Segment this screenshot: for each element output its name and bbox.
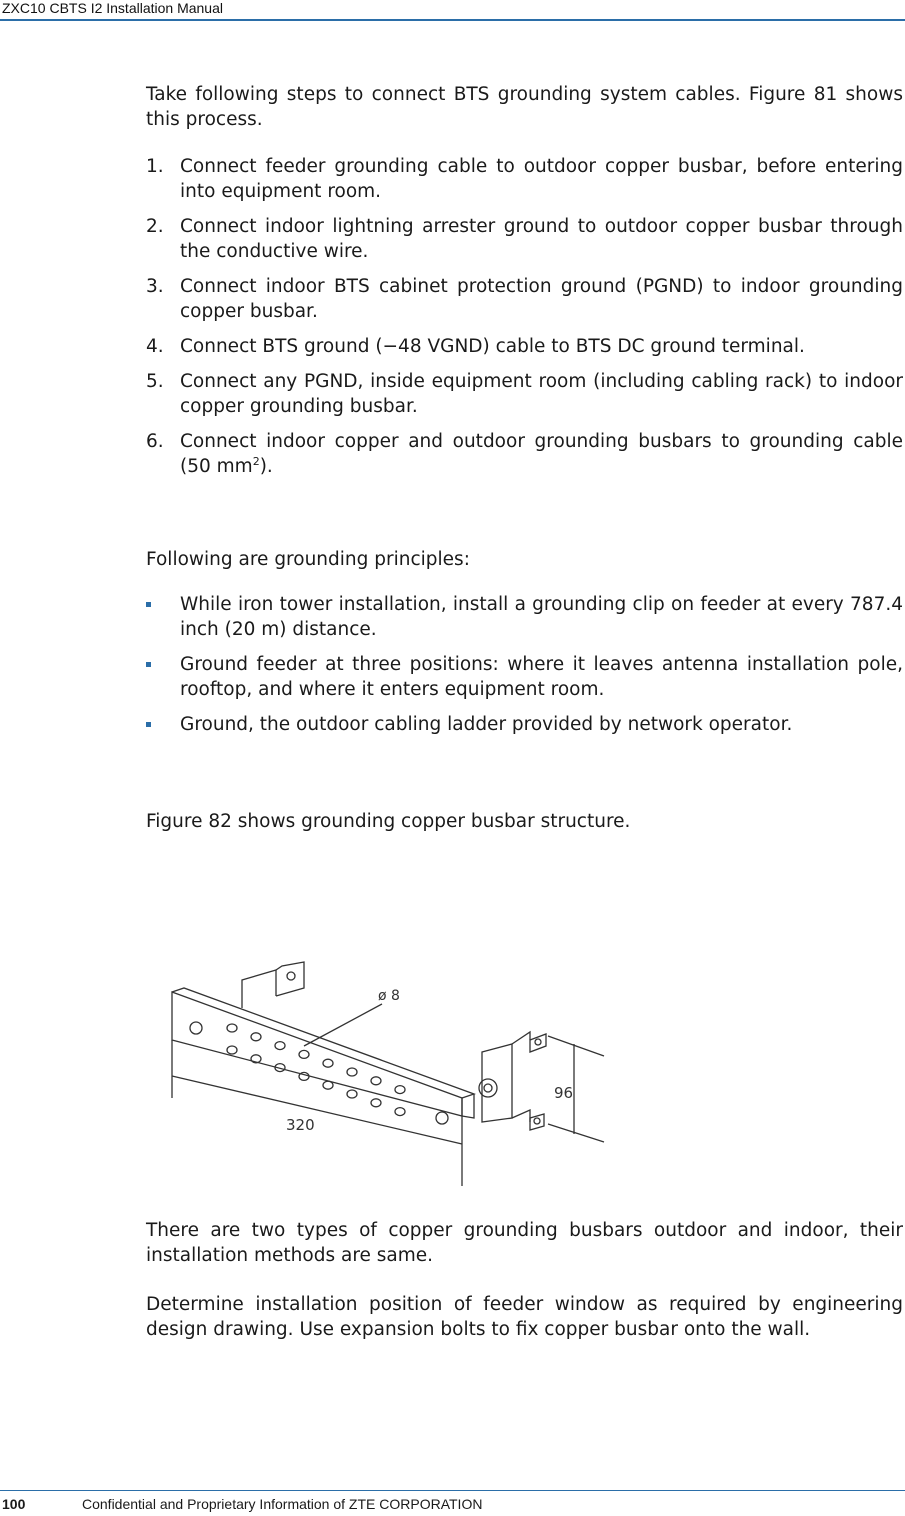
principles-list <box>146 592 903 737</box>
busbar-hole <box>227 1024 237 1032</box>
busbar-types-paragraph: There are two types of copper grounding busbars outdoor and indoor, their installation methods are same. <box>146 1220 903 1266</box>
height-dimension-label: 96 <box>554 1084 574 1102</box>
header-rule <box>0 19 905 21</box>
intro-paragraph: Take following steps to connect BTS grounding system cables. Figure 81 shows this process. <box>146 84 903 130</box>
page-body <box>146 82 903 834</box>
step-item: 2. Connect indoor lightning arrester ground to outdoor copper busbar through the conductive wire. <box>146 216 903 262</box>
installation-paragraph: Determine installation position of feeder window as required by engineering design drawing. Use expansion bolts to fix copper busbar onto the wall. <box>146 1294 903 1340</box>
length-dimension-label: 320 <box>286 1116 315 1134</box>
principle-item: Ground feeder at three positions: where it leaves antenna installation pole, rooftop, and where it enters equipment room. <box>146 652 903 702</box>
busbar-hole <box>251 1033 261 1041</box>
busbar-hole <box>395 1108 405 1116</box>
busbar-drawing <box>144 948 634 1188</box>
running-header: ZXC10 CBTS I2 Installation Manual <box>2 0 223 16</box>
busbar-hole <box>299 1072 309 1080</box>
busbar-hole <box>371 1077 381 1085</box>
step-item: 6. Connect indoor copper and outdoor grounding busbars to grounding cable (50 $mm^2$). <box>146 431 903 477</box>
footer-confidential: Confidential and Proprietary Information of ZTE CORPORATION <box>82 1496 483 1512</box>
busbar-hole <box>371 1099 381 1107</box>
figure-reference: Figure 82 shows grounding copper busbar structure. <box>146 811 631 832</box>
footer-rule <box>0 1490 905 1491</box>
busbar-hole <box>299 1050 309 1058</box>
bullet-icon <box>146 662 151 667</box>
step-item: 4. Connect BTS ground (−48 VGND) cable to BTS DC ground terminal. <box>146 336 805 357</box>
busbar-hole <box>347 1090 357 1098</box>
hole-diameter-label: ø 8 <box>378 988 400 1004</box>
bullet-icon <box>146 722 151 727</box>
busbar-hole <box>323 1059 333 1067</box>
page-body-lower <box>146 1218 903 1342</box>
busbar-hole <box>323 1081 333 1089</box>
principle-item: Ground, the outdoor cabling ladder provided by network operator. <box>146 712 903 737</box>
step-item: 5. Connect any PGND, inside equipment room (including cabling rack) to indoor copper grounding busbar. <box>146 371 903 417</box>
steps-list <box>146 154 903 479</box>
bullet-icon <box>146 602 151 607</box>
step-item: 3. Connect indoor BTS cabinet protection ground (PGND) to indoor grounding copper busbar. <box>146 276 903 322</box>
busbar-hole <box>275 1042 285 1050</box>
busbar-hole <box>395 1086 405 1094</box>
principles-intro: Following are grounding principles: <box>146 549 470 570</box>
step-item: 1. Connect feeder grounding cable to outdoor copper busbar, before entering into equipment room. <box>146 156 903 202</box>
busbar-hole <box>227 1046 237 1054</box>
busbar-hole <box>347 1068 357 1076</box>
principle-item: While iron tower installation, install a grounding clip on feeder at every 787.4 inch (20 m) distance. <box>146 592 903 642</box>
busbar-figure <box>144 948 634 1188</box>
page-number: 100 <box>2 1496 26 1512</box>
